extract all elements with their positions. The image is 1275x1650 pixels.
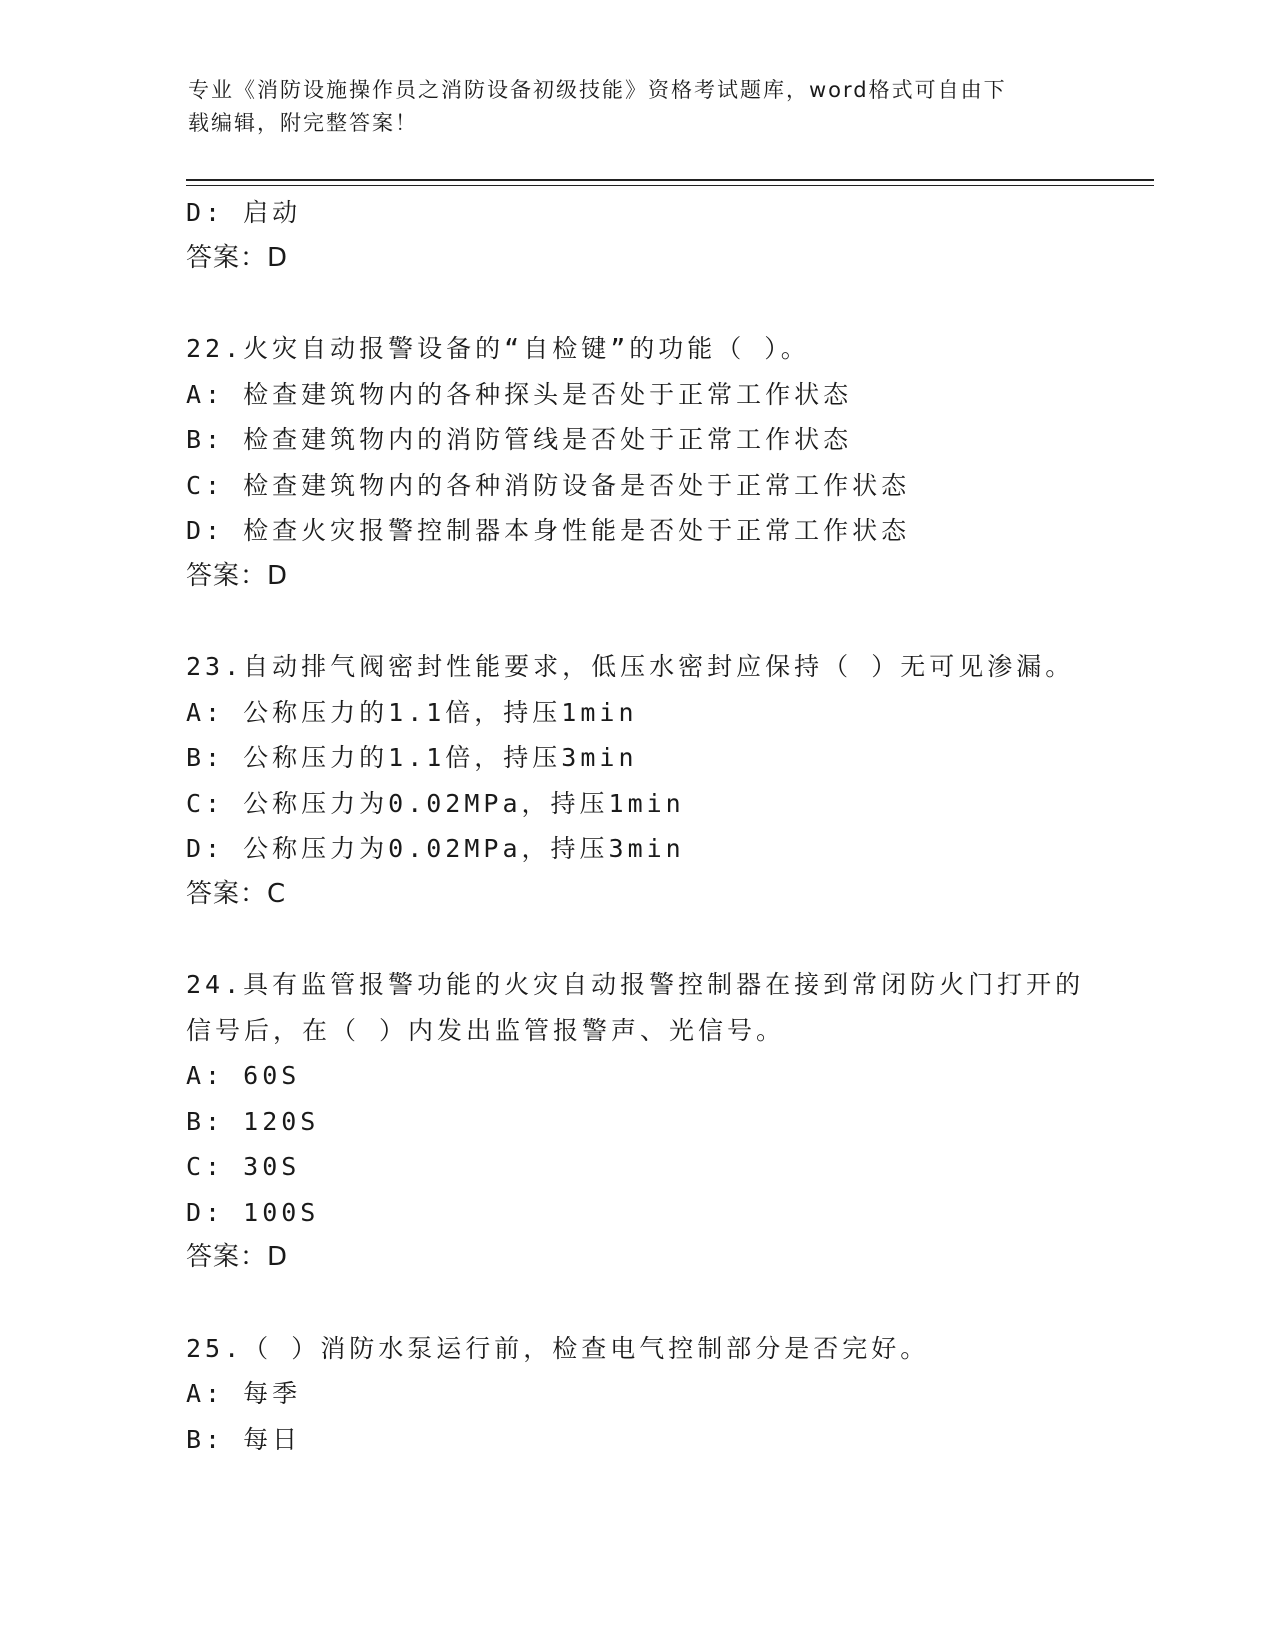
option-b: B: 每日 [186, 1424, 302, 1454]
answer-line: 答案：D [186, 242, 289, 273]
question-23 [186, 644, 1126, 917]
option-d: D: 检查火灾报警控制器本身性能是否处于正常工作状态 [186, 516, 911, 545]
answer-line: 答案：C [186, 878, 287, 909]
option-b: B: 120S [186, 1106, 320, 1136]
question-stem: 25.（ ）消防水泵运行前，检查电气控制部分是否完好。 [186, 1333, 930, 1363]
header-line-1: 专业《消防设施操作员之消防设备初级技能》资格考试题库，word格式可自由下 [188, 78, 1007, 102]
header-line-2: 载编辑，附完整答案！ [188, 111, 418, 135]
option-d: D: 公称压力为0.02MPa，持压3min [186, 834, 685, 863]
document-header [188, 74, 1088, 140]
option-a: A: 60S [186, 1061, 301, 1090]
option-c: C: 公称压力为0.02MPa，持压1min [186, 788, 685, 818]
question-list [186, 190, 1126, 1462]
option-b: B: 检查建筑物内的消防管线是否处于正常工作状态 [186, 425, 853, 454]
question-stem: 23.自动排气阀密封性能要求，低压水密封应保持（ ）无可见渗漏。 [186, 652, 1075, 681]
option-b: B: 公称压力的1.1倍，持压3min [186, 743, 638, 772]
question-stem-line-2: 信号后，在（ ）内发出监管报警声、光信号。 [186, 1015, 786, 1045]
header-divider [186, 179, 1154, 186]
option-a: A: 每季 [186, 1379, 302, 1408]
question-24 [186, 962, 1126, 1281]
spacer [186, 917, 1126, 962]
option-c: C: 检查建筑物内的各种消防设备是否处于正常工作状态 [186, 470, 911, 500]
spacer [186, 599, 1126, 644]
spacer [186, 1281, 1126, 1326]
option-a: A: 检查建筑物内的各种探头是否处于正常工作状态 [186, 379, 853, 409]
question-22 [186, 326, 1126, 599]
question-stem-line-1: 24.具有监管报警功能的火灾自动报警控制器在接到常闭防火门打开的 [186, 970, 1085, 999]
option-d: D: 100S [186, 1197, 320, 1227]
question-25 [186, 1326, 1126, 1463]
spacer [186, 281, 1126, 326]
option-d: D: 启动 [186, 198, 302, 227]
answer-line: 答案：D [186, 560, 289, 591]
option-a: A: 公称压力的1.1倍，持压1min [186, 697, 638, 727]
question-stem: 22.火灾自动报警设备的“自检键”的功能（ ）。 [186, 334, 810, 363]
option-c: C: 30S [186, 1152, 301, 1181]
answer-line: 答案：D [186, 1242, 289, 1272]
